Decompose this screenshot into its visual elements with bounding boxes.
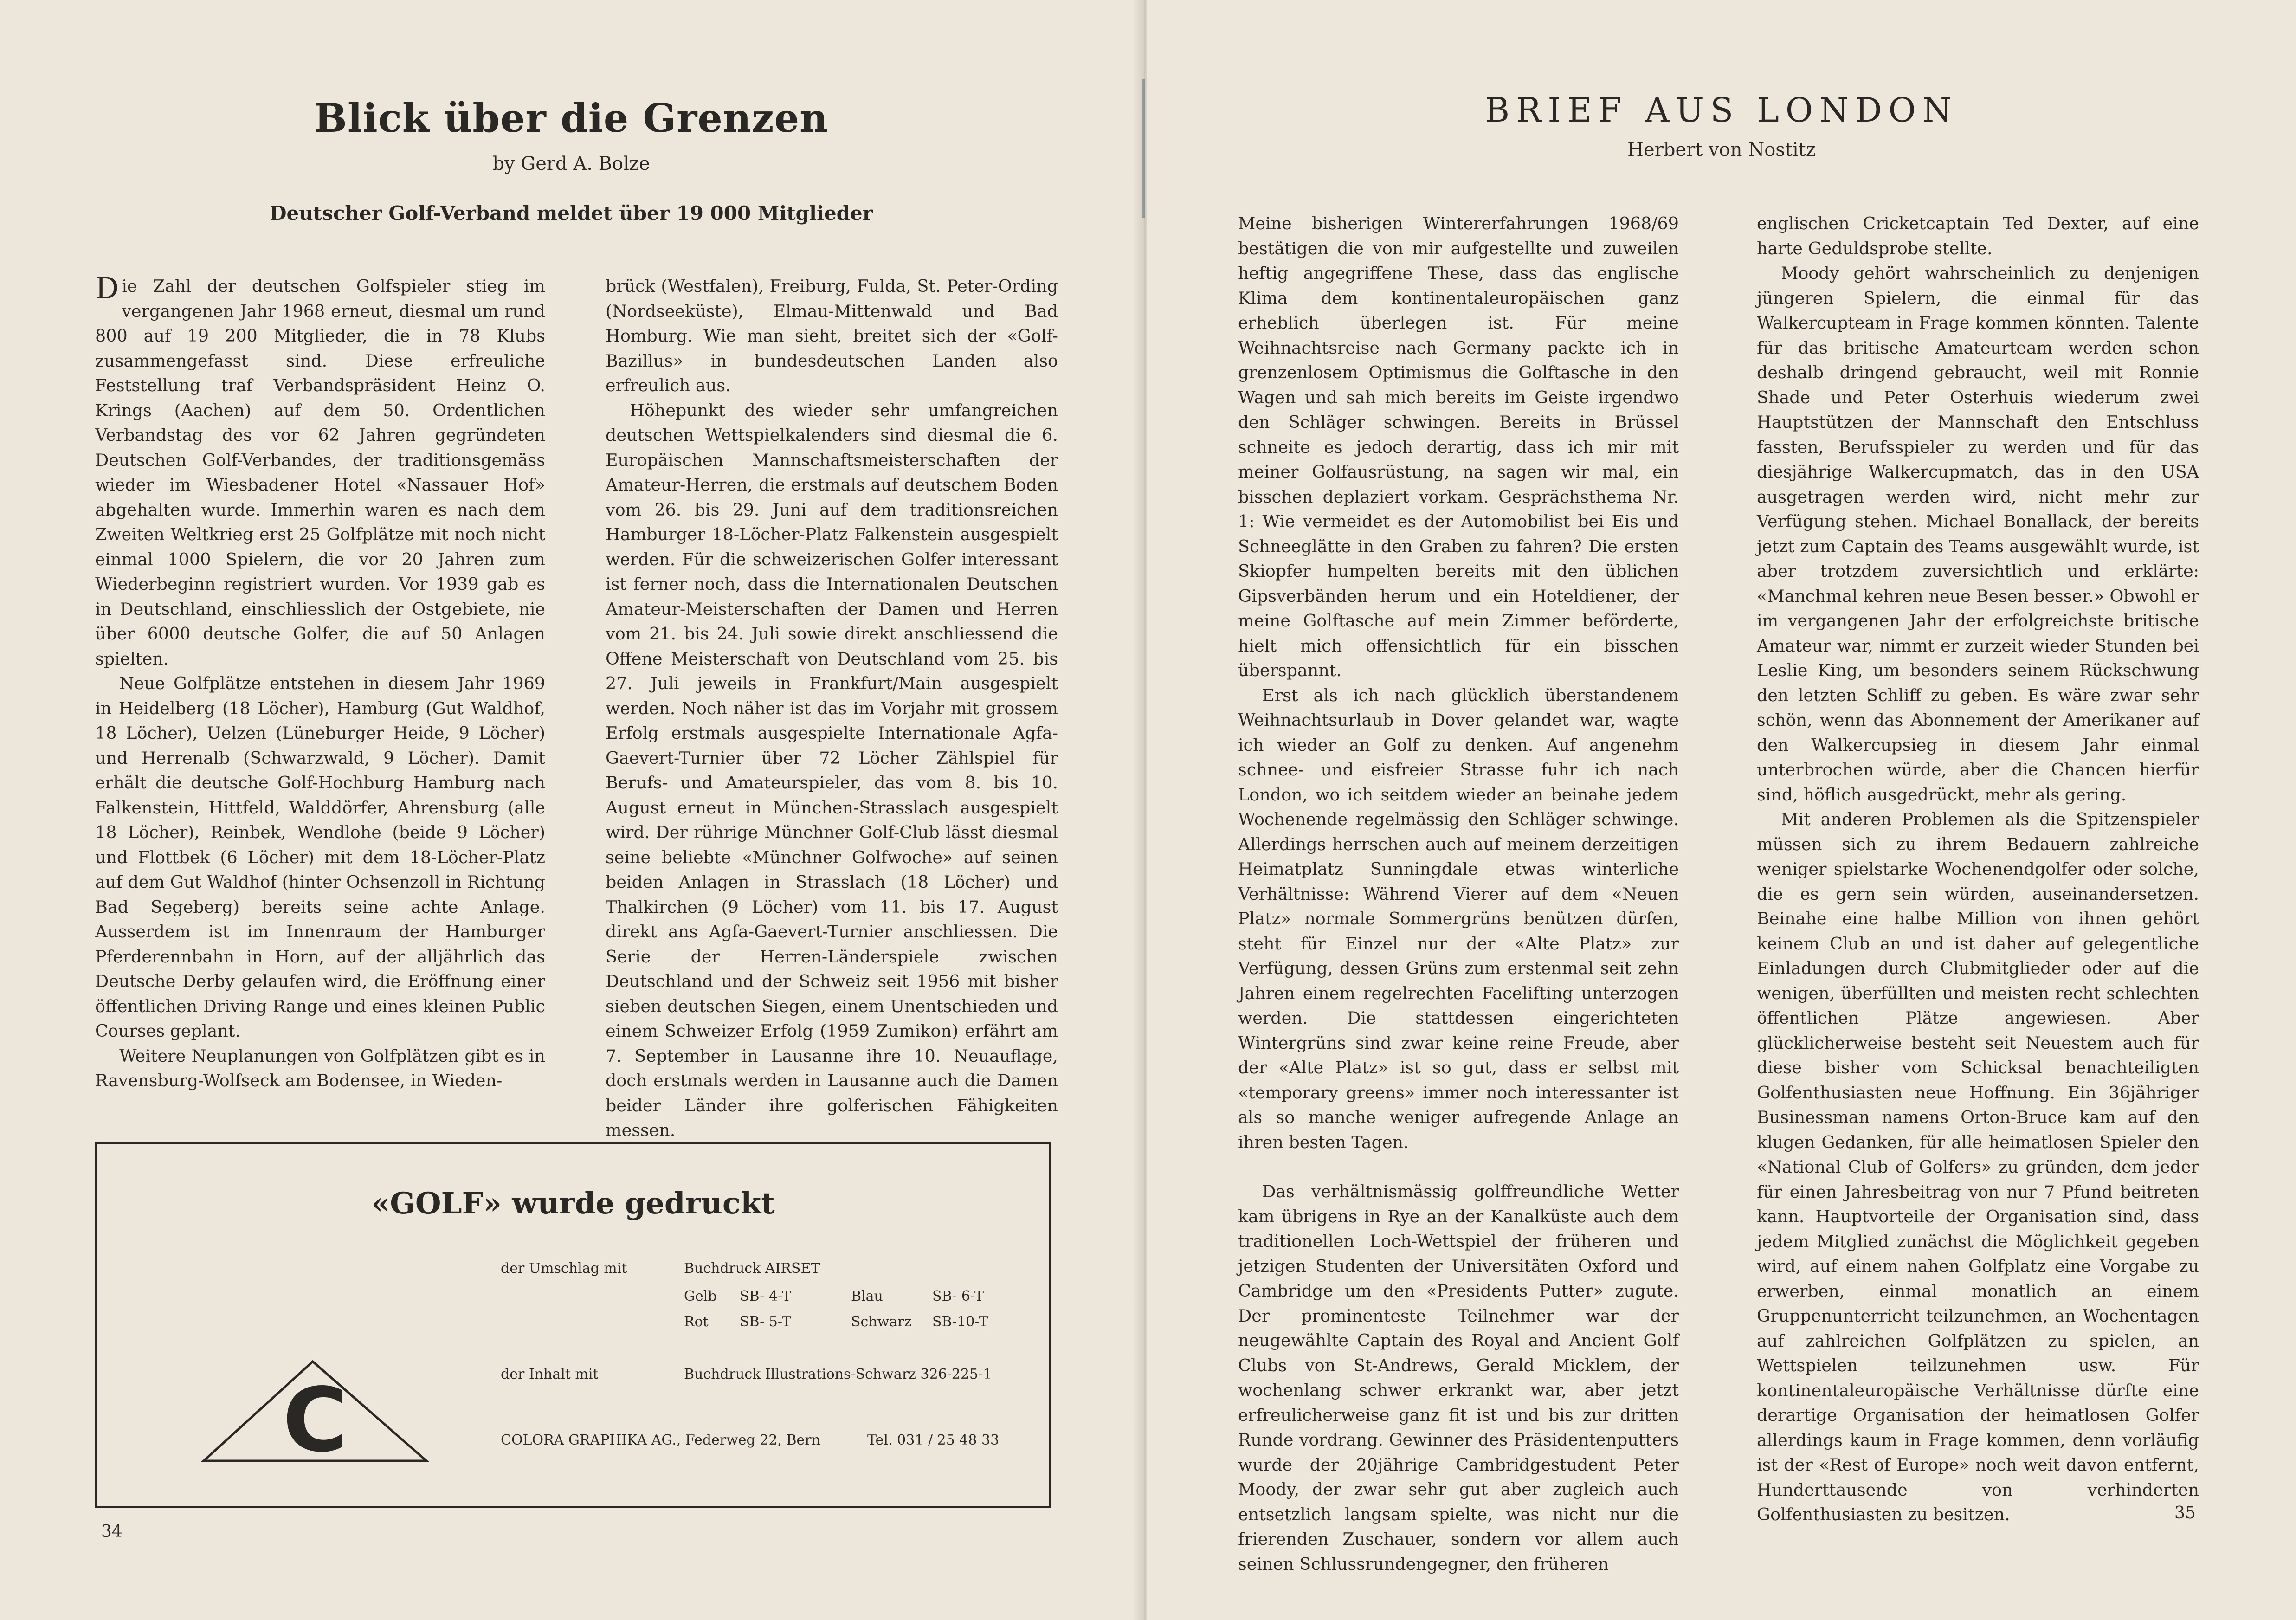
ad-title: «GOLF» wurde gedruckt: [371, 1186, 775, 1221]
paragraph: Meine bisherigen Wintererfahrungen 1968/69 bestätigen die von mir aufgestellte und zuweilen heftig angegriffene These, dass das englische Klima dem kontinentaleuropäischen ganz erheblich überlegen ist. Für meine Weihnachtsreise nach Germany packte ich in grenzenlosem Optimismus die Golftasche in den Wagen und sah mich bereits im Geiste irgendwo den Schläger schwingen. Bereits in Brüssel schneite es jedoch derartig, dass ich mir mit meiner Golfausrüstung, na sagen wir mal, ein bisschen deplaziert vorkam. Gesprächsthema Nr. 1: Wie vermeidet es der Automobilist bei Eis und Schneeglätte in den Graben zu fahren? Die ersten Skiopfer humpelten bereits mit den üblichen Gipsverbänden herum und ein Hoteldiener, der meine Golftasche auf mein Zimmer beförderte, hielt mich offensichtlich für ein bisschen überspannt.: [1238, 213, 1679, 680]
page-number-right: 35: [2174, 1504, 2196, 1523]
ad-inhalt-value: Buchdruck Illustrations-Schwarz 326-225-1: [684, 1366, 992, 1382]
ad-rot: Rot: [684, 1314, 709, 1330]
ad-umschlag-label: der Umschlag mit: [501, 1260, 627, 1277]
colora-logo-icon: [199, 1358, 431, 1465]
paragraph: Mit anderen Problemen als die Spitzenspieler müssen sich zu ihrem Bedauern zahlreiche weniger spielstarke Wochenendgolfer oder solche, die es gern sein würden, auseinandersetzen. Beinahe eine halbe Million von ihnen gehört keinem Club an und ist daher auf gelegentliche Einladungen durch Clubmitglieder oder auf die wenigen, überfüllten und meisten recht schlechten öffentlichen Plätze angewiesen. Aber glücklicherweise besteht seit Neuestem auch für diese bisher vom Schicksal benachteiligten Golfenthusiasten neue Hoffnung. Ein 36jähriger Businessman namens Orton-Bruce kam auf den klugen Gedanken, für alle heimatlosen Spieler den «National Club of Golfers» zu gründen, dem jeder für einen Jahresbeitrag von nur 7 Pfund beitreten kann. Hauptvorteile der Organisation sind, dass jedem Mitglied zunächst die Möglichkeit gegeben wird, auf einem nahen Golfplatz eine Vorgabe zu erwerben, einmal monatlich an einem Gruppenunterricht teilzunehmen, an Wochentagen auf zahlreichen Golfplätzen zu spielen, an Wettspielen teilzunehmen usw. Für kontinentaleuropäische Verhältnisse dürfte eine derartige Organisation der heimatlosen Golfer allerdings kaum in Frage kommen, denn vorläufig ist der «Rest of Europe» noch weit davon entfernt, Hunderttausende von verhinderten Golfenthusiasten zu besitzen.: [1757, 809, 2199, 1524]
paragraph: Weitere Neuplanungen von Golfplätzen gibt es in Ravensburg-Wolfseck am Bodensee, in Wieden-: [95, 1046, 545, 1091]
paragraph: Neue Golfplätze entstehen in diesem Jahr 1969 in Heidelberg (18 Löcher), Hamburg (Gut Waldhof, 18 Löcher), Uelzen (Lüneburger Heide, 9 Löcher) und Herrenalb (Schwarzwald, 9 Löcher). Damit erhält die deutsche Golf-Hochburg Hamburg nach Falkenstein, Hittfeld, Walddörfer, Ahrensburg (alle 18 Löcher), Reinbek, Wendlohe (beide 9 Löcher) und Flottbek (6 Löcher) mit dem 18-Löcher-Platz auf dem Gut Waldhof (hinter Ochsenzoll in Richtung Bad Segeberg) bereits seine achte Anlage. Ausserdem ist im Innenraum der Hamburger Pferderennbahn in Horn, auf der alljährlich das Deutsche Derby gelaufen wird, die Eröffnung einer öffentlichen Driving Range und eines kleinen Public Courses geplant.: [95, 673, 545, 1041]
ad-telephone: Tel. 031 / 25 48 33: [867, 1432, 1000, 1448]
paragraph: Erst als ich nach glücklich überstandenem Weihnachtsurlaub in Dover gelandet war, wagte ich wieder an Golf zu denken. Auf angenehm schnee- und eisfreier Strasse fuhr ich nach London, wo ich seitdem wieder an beinahe jedem Wochenende regelmässig den Schläger schwinge. Allerdings herrschen auch auf meinem derzeitigen Heimatplatz Sunningdale etwas winterliche Verhältnisse: Während Vierer auf dem «Neuen Platz» normale Sommergrüns benützen dürfen, steht für Einzel nur der «Alte Platz» zur Verfügung, dessen Grüns zum erstenmal seit zehn Jahren einem regelrechten Facelifting unterzogen werden. Die stattdessen eingerichteten Wintergrüns sind zwar keine reine Freude, aber der «Alte Platz» ist so gut, dass er selbst mit «temporary greens» immer noch interessanter ist als so manche weniger aufregende Anlage an ihren besten Tagen.: [1238, 685, 1679, 1152]
article-column-4: [1757, 211, 2199, 1527]
left-page-byline: by Gerd A. Bolze: [492, 153, 650, 174]
paragraph-text: ie Zahl der deutschen Golfspieler stieg im vergangenen Jahr 1968 erneut, diesmal um rund 800 auf 19 200 Mitglieder, die in 78 Klubs zusammengefasst sind. Diese erfreuliche Feststellung traf Verbandspräsident Heinz O. Krings (Aachen) auf dem 50. Ordentlichen Verbandstag des vor 62 Jahren gegründeten Deutschen Golf-Verbandes, der traditionsgemäss wieder im Wiesbadener Hotel «Nassauer Hof» abgehalten wurde. Immerhin waren es nach dem Zweiten Weltkrieg erst 25 Golfplätze mit noch nicht einmal 1000 Spielern, die vor 20 Jahren zum Wiederbeginn registriert wurden. Vor 1939 gab es in Deutschland, einschliesslich der Ostgebiete, nie über 6000 deutsche Golfer, die auf 50 Anlagen spielten.: [95, 276, 545, 669]
paragraph: englischen Cricketcaptain Ted Dexter, auf eine harte Geduldsprobe stellte.: [1757, 213, 2199, 258]
ad-umschlag-value: Buchdruck AIRSET: [684, 1260, 820, 1277]
left-page-subtitle: Deutscher Golf-Verband meldet über 19 000 Mitglieder: [270, 202, 873, 225]
left-page: [0, 0, 1142, 1620]
page-number-left: 34: [101, 1522, 123, 1541]
right-page-title: BRIEF AUS LONDON: [1485, 90, 1958, 129]
printer-advertisement: [95, 1142, 1051, 1508]
binding-ribbon: [1142, 79, 1145, 218]
article-column-2: [606, 274, 1058, 1143]
left-page-title: Blick über die Grenzen: [314, 95, 829, 141]
ad-gelb-code: SB- 4-T: [740, 1288, 791, 1304]
paragraph: [95, 271, 545, 671]
ad-company: COLORA GRAPHIKA AG., Federweg 22, Bern: [501, 1432, 820, 1448]
drop-cap: D: [95, 271, 119, 306]
paragraph: Moody gehört wahrscheinlich zu denjenigen jüngeren Spielern, die einmal für das Walkercupteam in Frage kommen könnten. Talente für das britische Amateurteam werden schon deshalb dringend gebraucht, weil mit Ronnie Shade und Peter Osterhuis wiederum zwei Hauptstützen der Mannschaft den Entschluss fassten, Berufsspieler zu werden und für das diesjährige Walkercupmatch, das in den USA ausgetragen werden wird, nicht mehr zur Verfügung stehen. Michael Bonallack, der bereits jetzt zum Captain des Teams ausgewählt wurde, ist aber trotzdem zuversichtlich und erklärte: «Manchmal kehren neue Besen besser.» Obwohl er im vergangenen Jahr der erfolgreichste britische Amateur war, nimmt er zurzeit wieder Stunden bei Leslie King, um besonders seinem Rückschwung den letzten Schliff zu geben. Es wäre zwar sehr schön, wenn das Abonnement der Amerikaner auf den Walkercupsieg in diesem Jahr einmal unterbrochen würde, aber die Chancen hierfür sind, höflich ausgedrückt, mehr als gering.: [1757, 263, 2199, 805]
ad-blau: Blau: [851, 1288, 883, 1304]
ad-blau-code: SB- 6-T: [932, 1288, 984, 1304]
ad-gelb: Gelb: [684, 1288, 717, 1304]
ad-schwarz-code: SB-10-T: [932, 1314, 988, 1330]
article-column-1: [95, 271, 545, 1093]
paragraph: brück (Westfalen), Freiburg, Fulda, St. Peter-Ording (Nordseeküste), Elmau-Mittenwald und Bad Homburg. Wie man sieht, breitet sich der «Golf-Bazillus» in bundesdeutschen Landen also erfreulich aus.: [606, 276, 1058, 395]
logo-letter: C: [283, 1369, 348, 1465]
ad-inhalt-label: der Inhalt mit: [501, 1366, 599, 1382]
article-column-3: [1238, 211, 1679, 1576]
ad-schwarz: Schwarz: [851, 1314, 912, 1330]
paragraph: Höhepunkt des wieder sehr umfangreichen deutschen Wettspielkalenders sind diesmal die 6. Europäischen Mannschaftsmeisterschaften der Amateur-Herren, die erstmals auf deutschem Boden vom 26. bis 29. Juni auf dem traditionsreichen Hamburger 18-Löcher-Platz Falkenstein ausgespielt werden. Für die schweizerischen Golfer interessant ist ferner noch, dass die Internationalen Deutschen Amateur-Meisterschaften der Damen und Herren vom 21. bis 24. Juli sowie direkt anschliessend die Offene Meisterschaft von Deutschland vom 25. bis 27. Juli jeweils in Frankfurt/Main ausgespielt werden. Noch näher ist das im Vorjahr mit grossem Erfolg erstmals ausgespielte Internationale Agfa-Gaevert-Turnier über 72 Löcher Zählspiel für Berufs- und Amateurspieler, das vom 8. bis 10. August erneut in München-Strasslach ausgespielt wird. Der rührige Münchner Golf-Club lässt diesmal seine beliebte «Münchner Golfwoche» auf seinen beiden Anlagen in Strasslach (18 Löcher) und Thalkirchen (9 Löcher) vom 11. bis 17. August direkt ans Agfa-Gaevert-Turnier anschliessen. Die Serie der Herren-Länderspiele zwischen Deutschland und der Schweiz seit 1956 mit bisher sieben deutschen Siegen, einem Unentschieden und einem Schweizer Erfolg (1959 Zumikon) erfährt am 7. September in Lausanne ihre 10. Neuauflage, doch erstmals werden in Lausanne auch die Damen beider Länder ihre golferischen Fähigkeiten messen.: [606, 400, 1058, 1140]
paragraph: Das verhältnismässig golffreundliche Wetter kam übrigens in Rye an der Kanalküste auch dem traditionellen Loch-Wettspiel der früheren und jetzigen Studenten der Universitäten Oxford und Cambridge um den «Presidents Putter» zugute. Der prominenteste Teilnehmer war der neugewählte Captain des Royal and Ancient Golf Clubs von St-Andrews, Gerald Micklem, der wochenlang schwer erkrankt war, aber jetzt erfreulicherweise ganz fit ist und bis zur dritten Runde vordrang. Gewinner des Präsidentenputters wurde der 20jährige Cambridgestudent Peter Moody, der zwar sehr gut aber zugleich auch entsetzlich langsam spielte, was nicht nur die frierenden Zuschauer, sondern vor allem auch seinen Schlussrundengegner, den früheren: [1238, 1181, 1679, 1574]
ad-rot-code: SB- 5-T: [740, 1314, 791, 1330]
right-page-byline: Herbert von Nostitz: [1627, 139, 1816, 161]
